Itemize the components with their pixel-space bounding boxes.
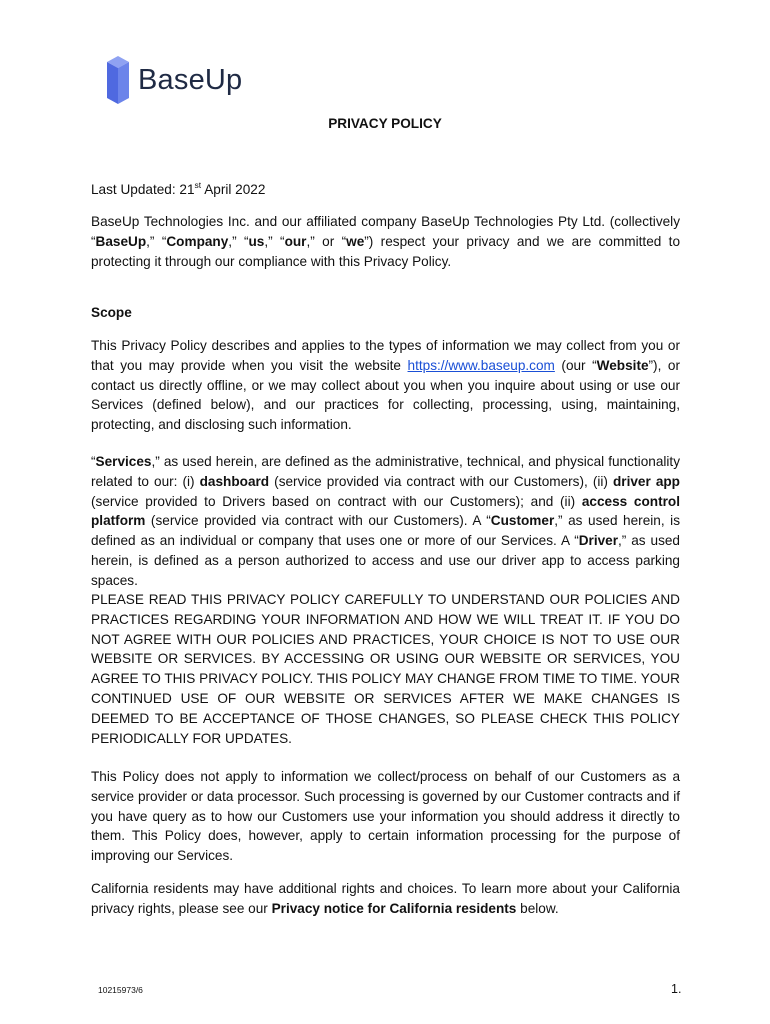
services-paragraph: “Services,” as used herein, are defined as the administrative, technical, and physical functionality related to our: (i) dashboard (service provided via contract with our Customers), (ii) driver app (service provided to Drivers based on contract with our Customers); and (ii) access control platform (service provided via contract with our Customers). A “Customer,” as used herein, is defined as an individual or company that uses one or more of our Services. A “Driver,” as used herein, is defined as a person authorized to access and use our driver app to access parking spaces.: [91, 454, 680, 588]
last-updated: [91, 180, 680, 200]
intro-paragraph: BaseUp Technologies Inc. and our affiliated company BaseUp Technologies Pty Ltd. (collectively “BaseUp,” “Company,” “us,” “our,” or “we”) respect your privacy and we are committed to protecting it through our compliance with this Privacy Policy.: [91, 214, 681, 269]
logo-text: BaseUp: [138, 63, 243, 96]
last-updated-prefix: Last Updated: 21: [91, 182, 195, 197]
document-reference: 10215973/6: [98, 985, 143, 995]
policy-scope-paragraph: This Policy does not apply to information we collect/process on behalf of our Customers as a service provider or data processor. Such processing is governed by our Customer contracts and if you have query as to how our Customers use your information you should address it directly to them. This Policy does, however, apply to certain information processing for the purpose of improving our Services.: [91, 769, 680, 864]
last-updated-suffix: April 2022: [201, 182, 266, 197]
scope-paragraph: This Privacy Policy describes and applies to the types of information we may collect from you or that you may provide when you visit the website https://www.baseup.com (our “Website”), or contact us directly offline, or we may collect about you when you inquire about using or use our Services (defined below), and our practices for collecting, processing, using, maintaining, protecting, and disclosing such information.: [91, 338, 680, 433]
page-title: PRIVACY POLICY: [328, 116, 442, 131]
caps-notice-paragraph: PLEASE READ THIS PRIVACY POLICY CAREFULLY TO UNDERSTAND OUR POLICIES AND PRACTICES REGARDING YOUR INFORMATION AND HOW WE WILL TREAT IT. IF YOU DO NOT AGREE WITH OUR POLICIES AND PRACTICES, YOUR CHOICE IS NOT TO USE OUR WEBSITE OR SERVICES. BY ACCESSING OR USING OUR WEBSITE OR SERVICES, YOU AGREE TO THIS PRIVACY POLICY. THIS POLICY MAY CHANGE FROM TIME TO TIME. YOUR CONTINUED USE OF OUR WEBSITE OR SERVICES AFTER WE MAKE CHANGES IS DEEMED TO BE ACCEPTANCE OF THOSE CHANGES, SO PLEASE CHECK THIS POLICY PERIODICALLY FOR UPDATES.: [91, 592, 680, 746]
baseup-cube-icon: [104, 54, 132, 106]
page-number: 1.: [671, 982, 682, 996]
scope-heading: Scope: [91, 305, 132, 320]
baseup-logo: [104, 52, 242, 108]
website-link[interactable]: https://www.baseup.com: [407, 357, 555, 373]
last-updated-sup: st: [194, 180, 202, 190]
california-paragraph: California residents may have additional rights and choices. To learn more about your California privacy rights, please see our Privacy notice for California residents below.: [91, 881, 680, 916]
